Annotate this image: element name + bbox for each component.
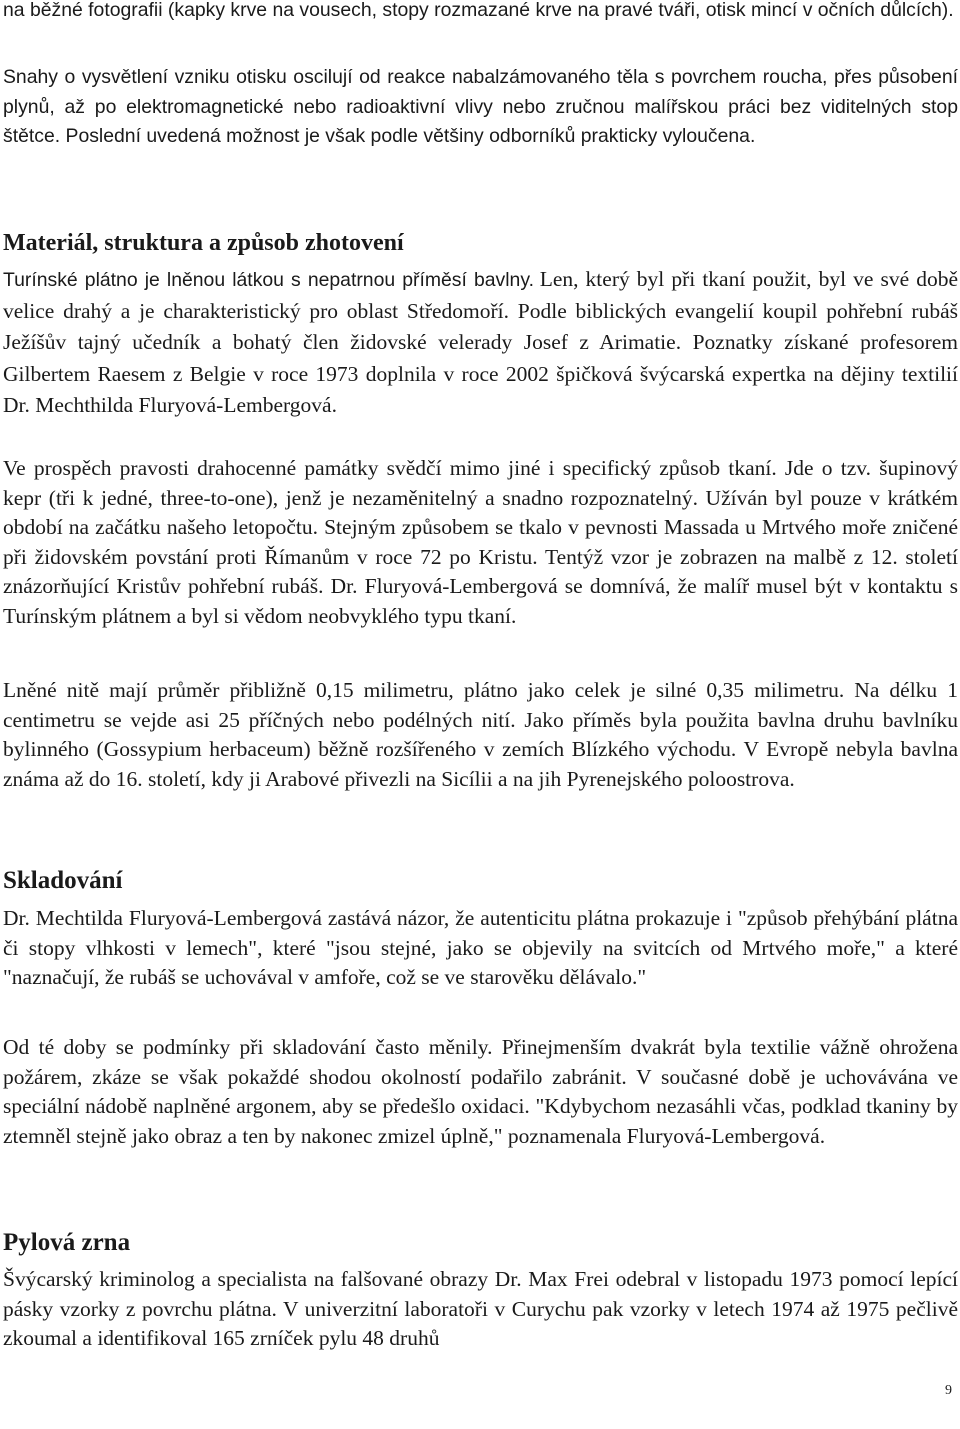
page-number: 9 <box>945 1383 952 1398</box>
section-heading-pollen: Pylová zrna <box>3 1229 131 1256</box>
section-heading-material: Materiál, struktura a způsob zhotovení <box>3 230 404 256</box>
pollen-paragraph-1: Švýcarský kriminolog a specialista na falšované obrazy Dr. Max Frei odebral v listopadu 1973 pomocí lepící pásky vzorky z povrchu plátna. V univerzitní laboratoři v Curychu pak vzorky v letech 1974 až 1975 pečlivě zkoumal a identifikoval 165 zrníček pylu 48 druhů <box>3 1267 958 1351</box>
storage-paragraph-2: Od té doby se podmínky při skladování často měnily. Přinejmenším dvakrát byla textilie vážně ohrožena požárem, zkáze se však pokaždé shodou okolností podařilo zabránit. V současné době je uchovávána ve speciální nádobě naplněné argonem, aby se předešlo oxidaci. "Kdybychom nezasáhli včas, podklad tkaniny by ztemněl stejně jako obraz a ten by nakonec zmizel úplně," poznamenala Fluryová-Lembergová. <box>3 1035 958 1148</box>
material-paragraph-1-lead: Turínské plátno je lněnou látkou s nepatrnou příměsí bavlny. <box>3 269 534 291</box>
intro-paragraph-1: na běžné fotografii (kapky krve na vousech, stopy rozmazané krve na pravé tváři, otisk mincí v očních důlcích). <box>3 0 954 21</box>
intro-paragraph-2 <box>3 63 958 152</box>
material-paragraph-1 <box>3 265 958 423</box>
material-paragraph-1-body: Len, který byl při tkaní použit, byl ve své době velice drahý a je charakteristický pro oblast Středomoří. Podle biblických evangelií koupil pohřební rubáš Ježíšův tajný učedník a bohatý člen židovské velerady Josef z Arimatie. Poznatky získané profesorem Gilbertem Raesem z Belgie v roce 1973 doplnila v roce 2002 špičková švýcarská expertka na dějiny textilií Dr. Mechthilda Fluryová-Lembergová. <box>3 267 959 418</box>
section-heading-storage: Skladování <box>3 867 123 894</box>
material-paragraph-3: Lněné nitě mají průměr přibližně 0,15 milimetru, plátno jako celek je silné 0,35 milimetru. Na délku 1 centimetru se vejde asi 25 příčných nebo podélných nití. Jako příměs byla použita bavlna druhu bavlníku bylinného (Gossypium herbaceum) běžně rozšířeného v zemích Blízkého východu. V Evropě nebyla bavlna známa až do 16. století, kdy ji Arabové přivezli na Sicílii a na jih Pyrenejského poloostrova. <box>3 678 958 791</box>
storage-paragraph-1: Dr. Mechtilda Fluryová-Lembergová zastává názor, že autenticitu plátna prokazuje i "způsob přehýbání plátna či stopy vlhkosti v lemech", které "jsou stejné, jako se objevily na svitcích od Mrtvého moře," a které "naznačují, že rubáš se uchovával v amfoře, což se ve starověku dělávalo." <box>3 906 958 990</box>
intro-paragraph-2-text: Snahy o vysvětlení vzniku otisku oscilují od reakce nabalzámovaného těla s povrchem roucha, přes působení plynů, až po elektromagnetické nebo radioaktivní vlivy nebo zručnou malířskou práci bez viditelných stop štětce. <box>3 66 958 148</box>
material-paragraph-2: Ve prospěch pravosti drahocenné památky svědčí mimo jiné i specifický způsob tkaní. Jde o tzv. šupinový kepr (tři k jedné, three-to-one), jenž je nezaměnitelný a snadno rozpoznatelný. Užíván byl pouze v krátkém období na začátku našeho letopočtu. Stejným způsobem se tkalo v pevnosti Massada u Mrtvého moře zničené při židovském povstání proti Římanům v roce 72 po Kristu. Tentýž vzor je zobrazen na malbě z 12. století znázorňující Kristův pohřební rubáš. Dr. Fluryová-Lembergová se domnívá, že malíř musel být v kontaktu s Turínským plátnem a byl si vědom neobvyklého typu tkaní. <box>3 456 958 628</box>
intro-paragraph-2-conclusion: Poslední uvedená možnost je však podle většiny odborníků prakticky vyloučena. <box>65 125 756 148</box>
